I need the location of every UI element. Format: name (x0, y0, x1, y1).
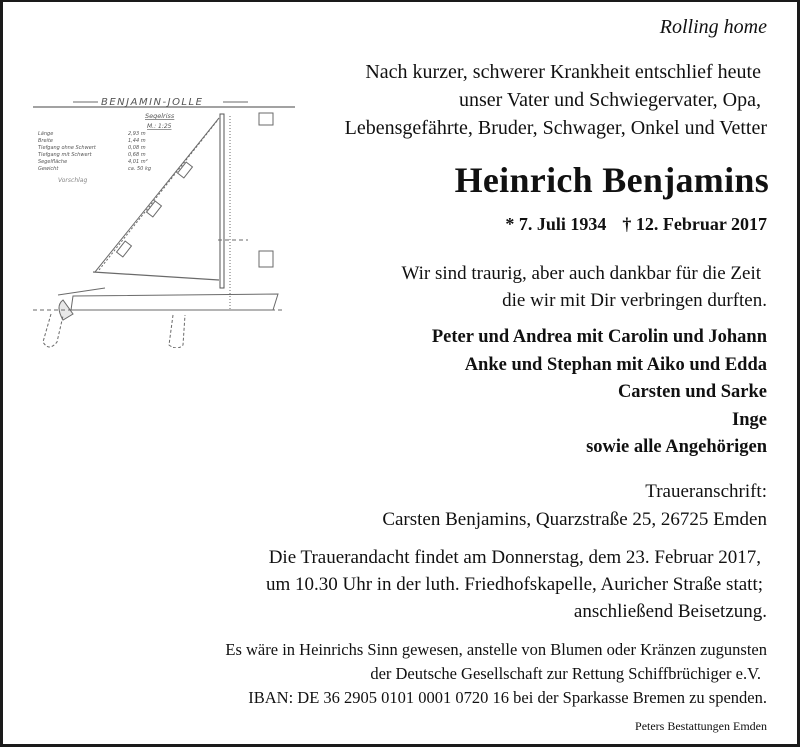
svg-text:Tiefgang mit Schwert: Tiefgang mit Schwert (38, 152, 92, 158)
thanks-line: Wir sind traurig, aber auch dankbar für die Zeit (401, 263, 761, 284)
birth-date: * 7. Juli 1934 (505, 214, 607, 234)
address-label: Traueranschrift: (645, 481, 767, 502)
mourner-line: Carsten und Sarke (617, 382, 767, 402)
intro-line: Lebensgefährte, Bruder, Schwager, Onkel und Vetter (344, 117, 767, 139)
thanks-text (401, 260, 767, 314)
svg-text:0,08 m: 0,08 m (128, 145, 146, 151)
sailboat-sketch-image (33, 88, 303, 348)
svg-text:Gewicht: Gewicht (38, 166, 59, 172)
service-line: anschließend Beisetzung. (573, 601, 767, 622)
svg-text:ca. 50 kg: ca. 50 kg (128, 166, 152, 172)
donation-line: Es wäre in Heinrichs Sinn gewesen, anstelle von Blumen oder Kränzen zugunsten (225, 640, 767, 659)
sketch-scale: M.: 1:25 (147, 123, 172, 130)
life-dates (505, 214, 767, 235)
mourner-line: Peter und Andrea mit Carolin und Johann (431, 327, 767, 347)
service-line: Die Trauerandacht findet am Donnerstag, dem 23. Februar 2017, (268, 547, 761, 568)
intro-line: Nach kurzer, schwerer Krankheit entschlief heute (365, 61, 761, 83)
svg-text:Tiefgang ohne Schwert: Tiefgang ohne Schwert (38, 145, 96, 151)
donation-line: der Deutsche Gesellschaft zur Rettung Schiffbrüchiger e.V. (370, 664, 761, 683)
svg-text:2,93 m: 2,93 m (128, 131, 146, 137)
service-info (266, 544, 767, 625)
svg-text:1,44 m: 1,44 m (128, 138, 146, 144)
svg-text:Breite: Breite (38, 138, 53, 144)
intro-line: unser Vater und Schwiegervater, Opa, (458, 89, 761, 111)
svg-text:Segelfläche: Segelfläche (38, 159, 68, 165)
sketch-title: BENJAMIN-JOLLE (101, 97, 204, 108)
donation-request (225, 638, 767, 710)
mourners-list (432, 324, 767, 462)
sketch-note: Vorschlag (58, 177, 88, 184)
thanks-line: die wir mit Dir verbringen durften. (502, 290, 767, 311)
deceased-name: Heinrich Benjamins (454, 160, 769, 200)
svg-text:0,68 m: 0,68 m (128, 152, 146, 158)
mourning-address (382, 478, 767, 534)
svg-text:4,01 m²: 4,01 m² (128, 159, 148, 165)
address-value: Carsten Benjamins, Quarzstraße 25, 26725 Emden (382, 509, 767, 530)
mourner-line: Anke und Stephan mit Aiko und Edda (464, 354, 767, 375)
mourner-line: Inge (732, 409, 767, 430)
undertaker-credit: Peters Bestattungen Emden (635, 719, 767, 733)
death-date: † 12. Februar 2017 (622, 214, 767, 234)
svg-text:Länge: Länge (38, 131, 54, 137)
service-line: um 10.30 Uhr in der luth. Friedhofskapelle, Auricher Straße statt; (265, 574, 763, 595)
sketch-subtitle: Segelriss (145, 112, 175, 120)
mourner-line: sowie alle Angehörigen (586, 437, 767, 457)
motto: Rolling home (659, 16, 767, 38)
intro-text (345, 58, 767, 142)
donation-line: IBAN: DE 36 2905 0101 0001 0720 16 bei der Sparkasse Bremen zu spenden. (248, 688, 767, 707)
